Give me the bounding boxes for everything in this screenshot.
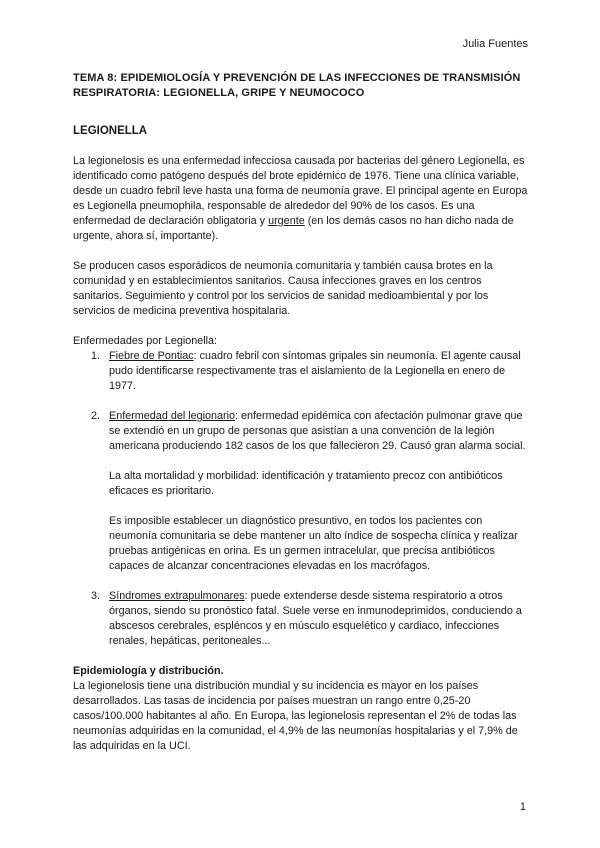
diseases-label: Enfermedades por Legionella: <box>73 335 218 347</box>
list-item-extra-paragraph: Es imposible establecer un diagnóstico presuntivo, en todos los pacientes con neumonía comunitaria se debe mantener un alto índice de sospecha clínica y realizar pruebas antigénicas en orina. Es un germen intracelular, que precisa antibióticos capaces de alcanzar concentraciones elevadas en los macrófagos. <box>109 515 518 572</box>
list-item <box>73 589 533 649</box>
list-item-term: Enfermedad del legionario <box>109 410 236 422</box>
diseases-list <box>73 349 533 649</box>
list-number: 3. <box>91 590 101 602</box>
list-item-extra-paragraph: La alta mortalidad y morbilidad: identificación y tratamiento precoz con antibióticos eficaces es prioritario. <box>109 470 503 497</box>
list-item-text <box>109 409 533 454</box>
epidemiology-paragraph: La legionelosis tiene una distribución mundial y su incidencia es mayor en los países desarrollados. Las tasas de incidencia por países muestran un rango entre 0,25-20 casos/100.000 habitantes al año. En Europa, las legionelosis representan el 2% de todas las neumonías adquiridas en la comunidad, el 4,9% de las neumonías hospitalarias y el 7,9% de las adquiridas en la UCI. <box>73 680 518 752</box>
intro-p1-text-end: (en los demás casos no han dicho nada de urgente, ahora sí, importante). <box>73 215 514 242</box>
intro-paragraph-1 <box>73 154 533 244</box>
list-item-term: Síndromes extrapulmonares <box>109 590 245 602</box>
list-item <box>73 349 533 394</box>
intro-p1-text: La legionelosis es una enfermedad infecciosa causada por bacterias del género Legionella, es identificado como patógeno después del brote epidémico de 1976. Tiene una clínica variable, desde un cuadro febril leve hasta una forma de neumonía grave. El principal agente en Europa es Legionella pneumophila, responsable de alrededor del 90% de los casos. Es una enfermedad de declaración obligatoria y <box>73 155 528 227</box>
author-name: Julia Fuentes <box>462 38 528 50</box>
list-item-description: : puede extenderse desde sistema respiratorio a otros órganos, siendo su pronóstico fatal. Suele verse en inmunodeprimidos, conduciendo a abscesos cerebrales, espléncos y en músculo esquelético y cardiaco, infecciones renales, hepáticas, peritoneales... <box>109 590 522 647</box>
list-item-text <box>109 589 533 649</box>
page-number: 1 <box>519 801 526 813</box>
section-heading-legionella: LEGIONELLA <box>73 125 148 137</box>
document-body <box>73 71 533 769</box>
list-item <box>73 409 533 574</box>
list-item-text <box>109 349 533 394</box>
list-item-description: : cuadro febril con síntomas gripales sin neumonía. El agente causal pudo identificarse respectivamente tras el aislamiento de la Legionella en enero de 1977. <box>109 350 521 392</box>
epidemiology-heading: Epidemiología y distribución. <box>73 665 224 677</box>
list-number: 2. <box>91 410 101 422</box>
intro-paragraph-2: Se producen casos esporádicos de neumonía comunitaria y también causa brotes en la comunidad y en establecimientos sanitarios. Causa infecciones graves en los centros sanitarios. Seguimiento y control por los servicios de sanidad medioambiental y por los servicios de medicina preventiva hospitalaria. <box>73 260 493 317</box>
page-title: TEMA 8: EPIDEMIOLOGÍA Y PREVENCIÓN DE LAS INFECCIONES DE TRANSMISIÓN RESPIRATORIA: LEGIONELLA, GRIPE Y NEUMOCOCO <box>73 72 521 99</box>
list-item-term: Fiebre de Pontiac <box>109 350 194 362</box>
list-item-description: : enfermedad epidémica con afectación pulmonar grave que se extendió en un grupo de personas que asistían a una convención de la legión americana produciendo 182 casos de los que fallecieron 29. Causó gran alarma social. <box>109 410 526 452</box>
list-number: 1. <box>91 350 101 362</box>
intro-p1-underlined: urgente <box>268 215 305 227</box>
